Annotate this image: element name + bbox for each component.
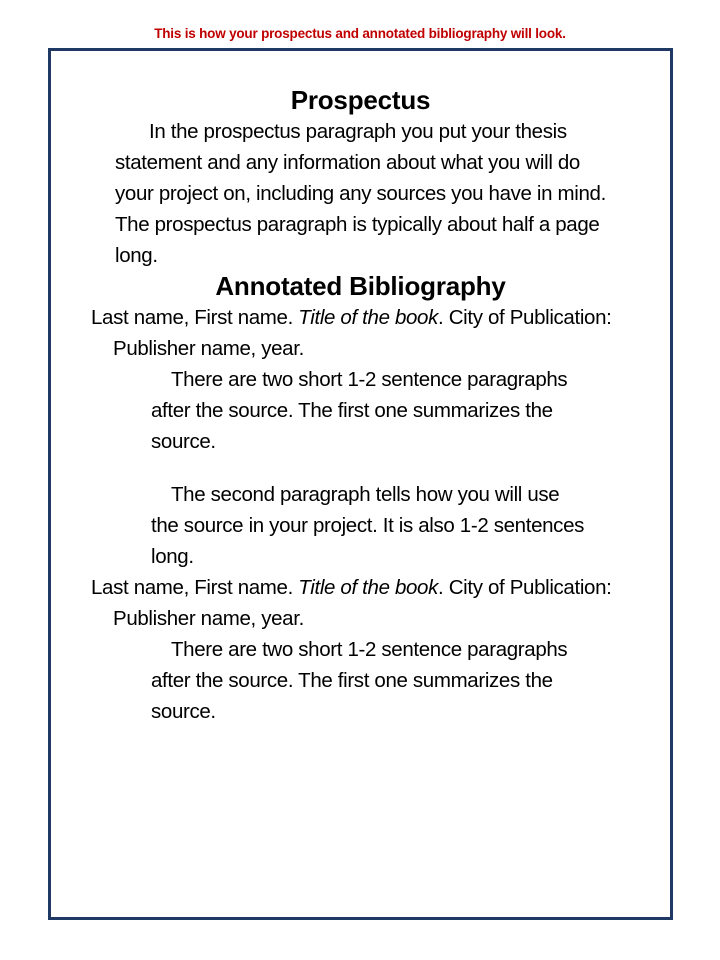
- document-body: [51, 51, 670, 727]
- bibliography-citation: [91, 572, 630, 634]
- citation-publication: . City of Publication: Publisher name, year.: [113, 306, 612, 360]
- instruction-caption: This is how your prospectus and annotated bibliography will look.: [154, 26, 566, 41]
- annotation-paragraph: The second paragraph tells how you will use the source in your project. It is also 1-2 sentences long.: [151, 483, 585, 568]
- annotated-bibliography-heading: Annotated Bibliography: [215, 271, 506, 301]
- bibliography-citation: [91, 302, 630, 364]
- citation-publication: . City of Publication: Publisher name, year.: [113, 576, 612, 630]
- citation-author: Last name, First name.: [91, 306, 299, 329]
- citation-title: Title of the book: [298, 576, 439, 599]
- citation-title: Title of the book: [298, 306, 439, 329]
- prospectus-heading: Prospectus: [290, 85, 431, 115]
- annotation-paragraph: There are two short 1-2 sentence paragraphs after the source. The first one summarizes the source.: [151, 638, 568, 723]
- prospectus-paragraph: In the prospectus paragraph you put your thesis statement and any information about what you will do your project on, including any sources you have in mind. The prospectus paragraph is typically about half a page long.: [115, 120, 606, 267]
- annotation-paragraph: There are two short 1-2 sentence paragraphs after the source. The first one summarizes the source.: [151, 368, 568, 453]
- citation-author: Last name, First name.: [91, 576, 299, 599]
- document-frame: [48, 48, 673, 920]
